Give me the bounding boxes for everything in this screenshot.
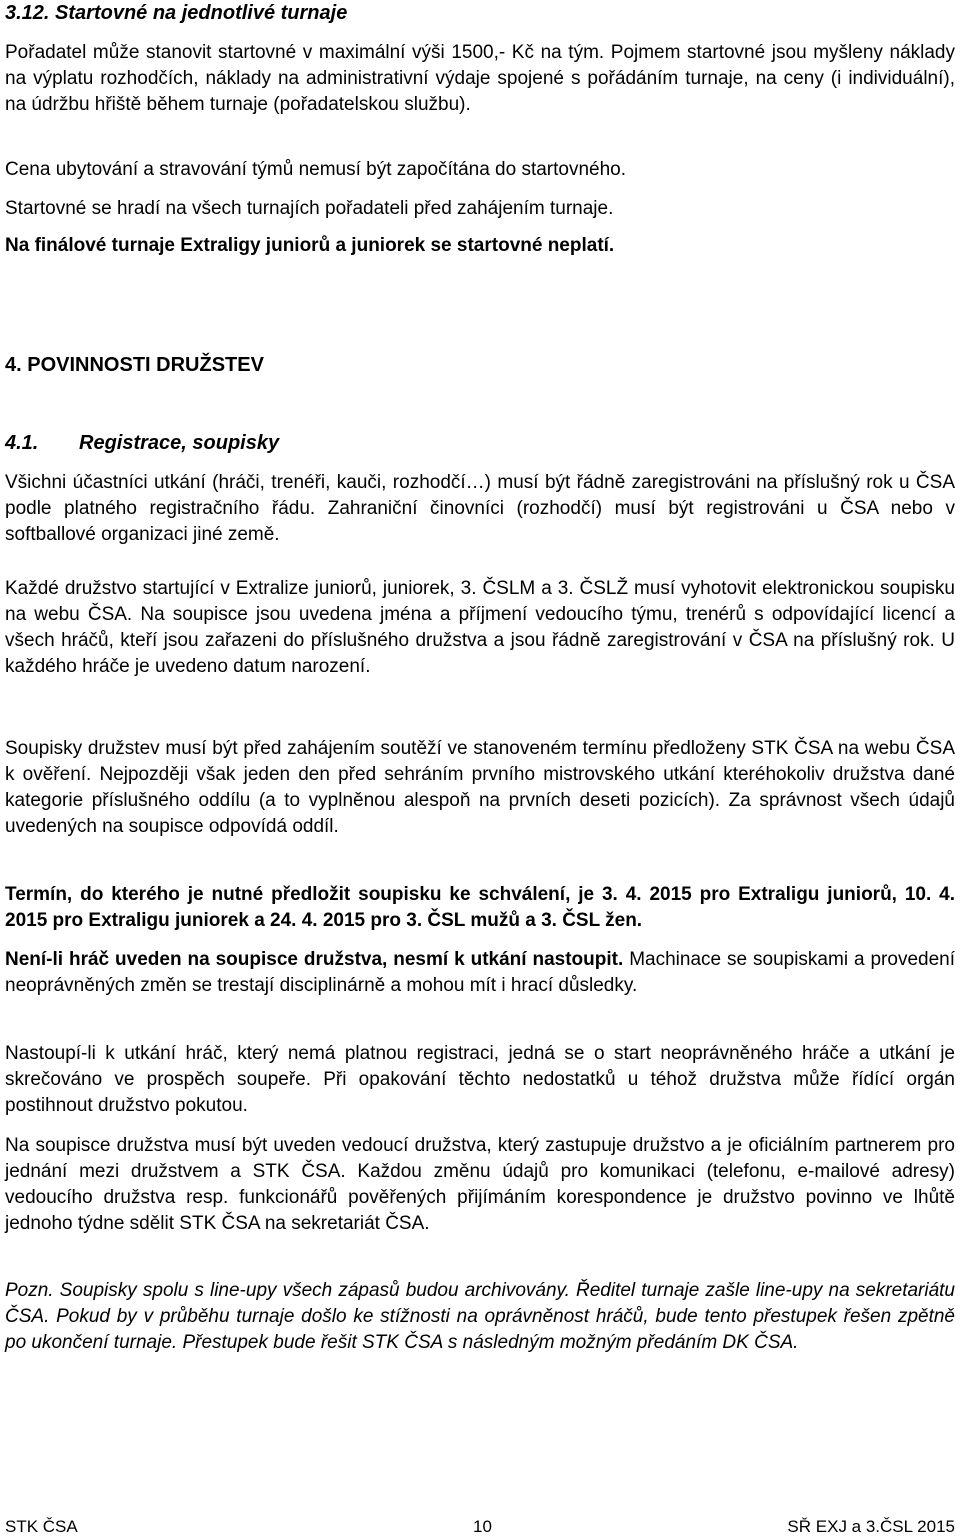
section-4-1-paragraph-8: Pozn. Soupisky spolu s line-upy všech zápasů budou archivovány. Ředitel turnaje zašle line-upy na sekretariátu ČSA. Pokud by v průběhu turnaje došlo ke stížnosti na oprávněnost hráčů, bude tento přestupek řešen zpětně po ukončení turnaje. Přestupek bude řešit STK ČSA s následným možným předáním DK ČSA. [5, 1280, 955, 1353]
section-3-12-paragraph-1: Pořadatel může stanovit startovné v maximální výši 1500,- Kč na tým. Pojmem startovné jsou myšleny náklady na výplatu rozhodčích, náklady na administrativní výdaje spojené s pořádáním turnaje, na ceny (i individuální), na údržbu hřiště během turnaje (pořadatelskou službu). [5, 42, 955, 115]
section-4-1-paragraph-2: Každé družstvo startující v Extralize juniorů, juniorek, 3. ČSLM a 3. ČSLŽ musí vyhotovit elektronickou soupisku na webu ČSA. Na soupisce jsou uvedena jména a příjmení vedoucího týmu, trenérů s odpovídající licencí a všech hráčů, kteří jsou zařazeni do příslušného družstva a jsou řádně zaregistrování v ČSA na příslušný rok. U každého hráče je uvedeno datum narození. [5, 578, 955, 677]
footer-left-text: STK ČSA [5, 1517, 78, 1536]
section-4-1-paragraph-5 [5, 947, 955, 999]
section-4-1-paragraph-3: Soupisky družstev musí být před zahájením soutěží ve stanoveném termínu předloženy STK ČSA na webu ČSA k ověření. Nejpozději však jeden den před sehráním prvního mistrovského utkání kteréhokoliv družstva dané kategorie příslušného oddílu (a to vyplněnou alespoň na prvních deseti pozicích). Za správnost všech údajů uvedených na soupisce odpovídá oddíl. [5, 738, 955, 837]
section-4-heading: 4. POVINNOSTI DRUŽSTEV [5, 354, 264, 376]
page-footer [5, 1516, 955, 1538]
section-4-1-paragraph-6: Nastoupí-li k utkání hráč, který nemá platnou registraci, jedná se o start neoprávněného hráče a utkání je skrečováno ve prospěch soupeře. Při opakování těchto nedostatků u téhož družstva může řídící orgán postihnout družstvo pokutou. [5, 1043, 955, 1116]
section-3-12-heading: 3.12. Startovné na jednotlivé turnaje [5, 2, 348, 24]
footer-right-text: SŘ EXJ a 3.ČSL 2015 [787, 1517, 955, 1536]
section-4-1-paragraph-4: Termín, do kterého je nutné předložit soupisku ke schválení, je 3. 4. 2015 pro Extraligu juniorů, 10. 4. 2015 pro Extraligu juniorek a 24. 4. 2015 pro 3. ČSL mužů a 3. ČSL žen. [5, 884, 955, 931]
footer-page-number: 10 [473, 1517, 492, 1536]
section-3-12-paragraph-3: Startovné se hradí na všech turnajích pořadateli před zahájením turnaje. [5, 198, 614, 219]
section-4-1-paragraph-7: Na soupisce družstva musí být uveden vedoucí družstva, který zastupuje družstvo a je oficiálním partnerem pro jednání mezi družstvem a STK ČSA. Každou změnu údajů pro komunikaci (telefonu, e-mailové adresy) vedoucího družstva resp. funkcionářů pověřených přijímáním korespondence je družstvo povinno ve lhůtě jednoho týdne sdělit STK ČSA na sekretariát ČSA. [5, 1135, 955, 1234]
section-3-12-paragraph-4: Na finálové turnaje Extraligy juniorů a juniorek se startovné neplatí. [5, 235, 615, 256]
section-4-1-number: 4.1. [5, 432, 39, 454]
section-4-1-paragraph-5-rest: Machinace se soupiskami a provedení neoprávněných změn se trestají disciplinárně a mohou mít i hrací důsledky. [5, 949, 955, 996]
section-4-1-heading [5, 430, 279, 456]
section-4-1-paragraph-5-bold: Není-li hráč uveden na soupisce družstva, nesmí k utkání nastoupit. [5, 949, 624, 970]
section-4-1-paragraph-1: Všichni účastníci utkání (hráči, trenéři, kauči, rozhodčí…) musí být řádně zaregistrováni na příslušný rok u ČSA podle platného registračního řádu. Zahraniční činovníci (rozhodčí) musí být registrováni u ČSA nebo v softballové organizaci jiné země. [5, 472, 955, 545]
section-3-12-paragraph-2: Cena ubytování a stravování týmů nemusí být započítána do startovného. [5, 159, 627, 180]
section-4-1-title: Registrace, soupisky [79, 432, 280, 454]
